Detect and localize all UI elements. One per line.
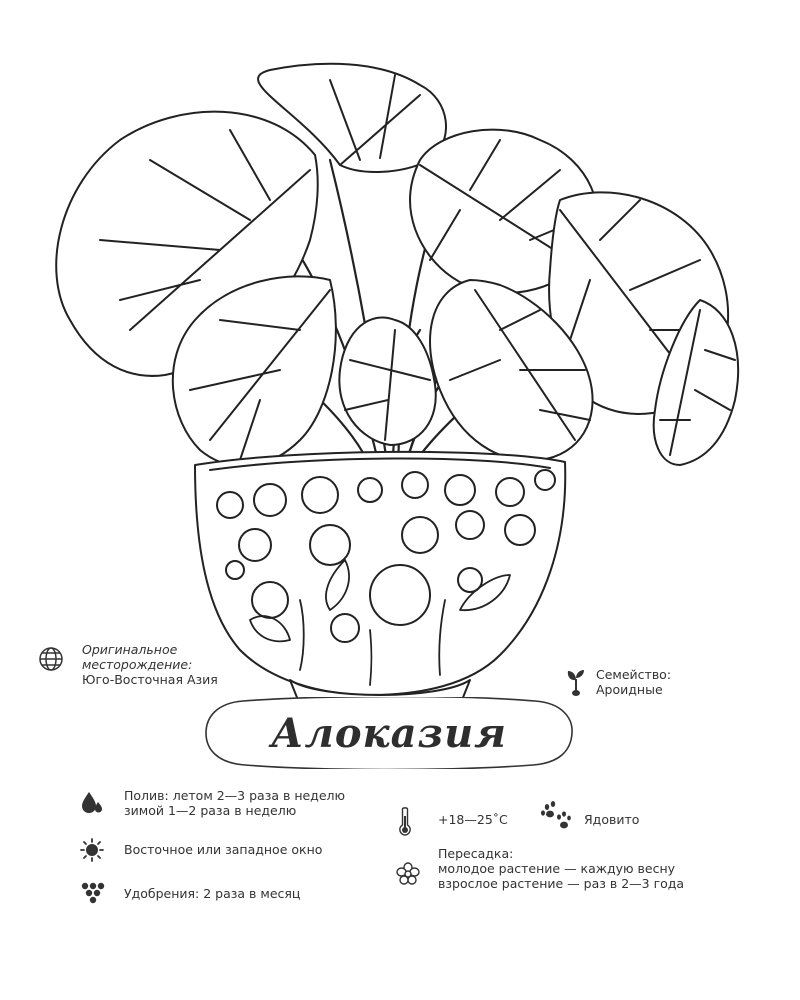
family-value: Ароидные <box>596 682 663 697</box>
family-label: Семейство: <box>596 667 672 682</box>
origin-line-1: Оригинальное <box>82 642 178 657</box>
sprout-icon <box>566 667 586 697</box>
globe-icon <box>38 646 64 672</box>
paw-icon <box>538 800 572 832</box>
granules-icon <box>80 880 106 906</box>
transplant-adult: взрослое растение — раз в 2—3 года <box>438 876 685 891</box>
sun-icon <box>80 838 104 862</box>
light-text: Восточное или западное окно <box>124 842 323 857</box>
origin-line-3: Юго-Восточная Азия <box>82 672 218 687</box>
leaf-center-small <box>339 317 435 445</box>
flower-icon <box>396 862 420 886</box>
origin-line-2: месторождение: <box>82 657 193 672</box>
transplant-young: молодое растение — каждую весну <box>438 861 676 876</box>
watering-summer: Полив: летом 2—3 раза в неделю <box>124 788 346 803</box>
poison-text: Ядовито <box>584 812 640 827</box>
thermometer-icon <box>398 806 412 836</box>
water-drops-icon <box>80 790 104 816</box>
fertilizer-text: Удобрения: 2 раза в месяц <box>124 886 301 901</box>
transplant-label: Пересадка: <box>438 846 514 861</box>
watering-winter: зимой 1—2 раза в неделю <box>124 803 297 818</box>
plant-illustration <box>40 40 760 705</box>
plant-name: Алоказия <box>271 709 507 757</box>
title-banner <box>203 697 575 769</box>
temperature-text: +18—25˚C <box>438 812 508 827</box>
